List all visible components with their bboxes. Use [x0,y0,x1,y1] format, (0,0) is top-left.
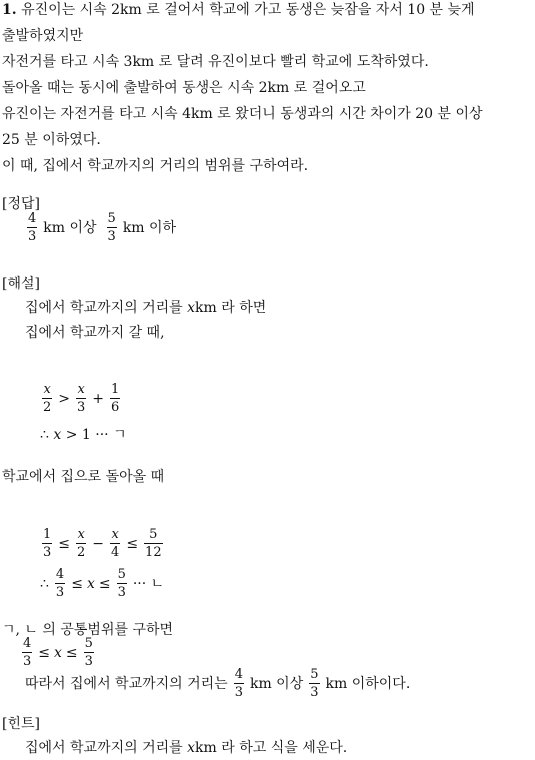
answer-label: [정답] [2,196,40,212]
problem-line-4: 돌아올 때는 동시에 출발하여 동생은 시속 2km 로 걸어오고 [2,80,366,96]
fraction: $\frac{5}{3}$ [107,211,116,244]
fraction: $\frac{4}{3}$ [28,211,37,244]
problem-line-2: 출발하였지만 [2,28,84,44]
problem-line-3: 자전거를 타고 시속 3km 로 달려 유진이보다 빨리 학교에 도착하였다. [2,54,429,70]
problem-text: 유진이는 시속 2km 로 걸어서 학교에 가고 동생은 늦잠을 자서 10 분 늦게 [21,2,475,18]
problem-number: 1. [2,2,17,18]
problem-line-6: 25 분 이하였다. [2,132,101,148]
explanation-label: [해설] [2,276,40,292]
conclusion: 따라서 집에서 학교까지의 거리는 $\frac{4}{3}$ km 이상 $\frac{5}{3}$ km 이하이다. [25,667,411,700]
explanation-line-1: 집에서 학교까지의 거리를 xkm 라 하면 [25,300,267,316]
hint-label: [힌트] [2,716,40,732]
explanation-line-4: ㄱ, ㄴ 의 공통범위를 구하면 [2,622,174,638]
inequality-2: $\frac{1}{3}$ ≤ $\frac{x}{2}$ − $\frac{x}{4}$ ≤ $\frac{5}{12}$ [43,527,162,560]
result-1: ∴ x > 1 ··· ㄱ [40,427,127,443]
result-3: $\frac{4}{3}$ ≤ x ≤ $\frac{5}{3}$ [23,636,93,669]
answer-line: $\frac{4}{3}$ km 이상 $\frac{5}{3}$ km 이하 [28,211,177,244]
problem-line-1 [2,3,475,17]
explanation-line-3: 학교에서 집으로 돌아올 때 [2,469,165,485]
hint-line: 집에서 학교까지의 거리를 xkm 라 하고 식을 세운다. [25,740,348,756]
inequality-1: $\frac{x}{2}$ > $\frac{x}{3}$ + $\frac{1}{6}$ [43,382,120,415]
problem-line-5: 유진이는 자전거를 타고 시속 4km 로 왔더니 동생과의 시간 차이가 20 분 이상 [2,106,483,122]
problem-line-7: 이 때, 집에서 학교까지의 거리의 범위를 구하여라. [2,158,309,174]
result-2: ∴ $\frac{4}{3}$ ≤ x ≤ $\frac{5}{3}$ ··· ㄴ [40,567,165,600]
explanation-line-2: 집에서 학교까지 갈 때, [25,325,165,341]
